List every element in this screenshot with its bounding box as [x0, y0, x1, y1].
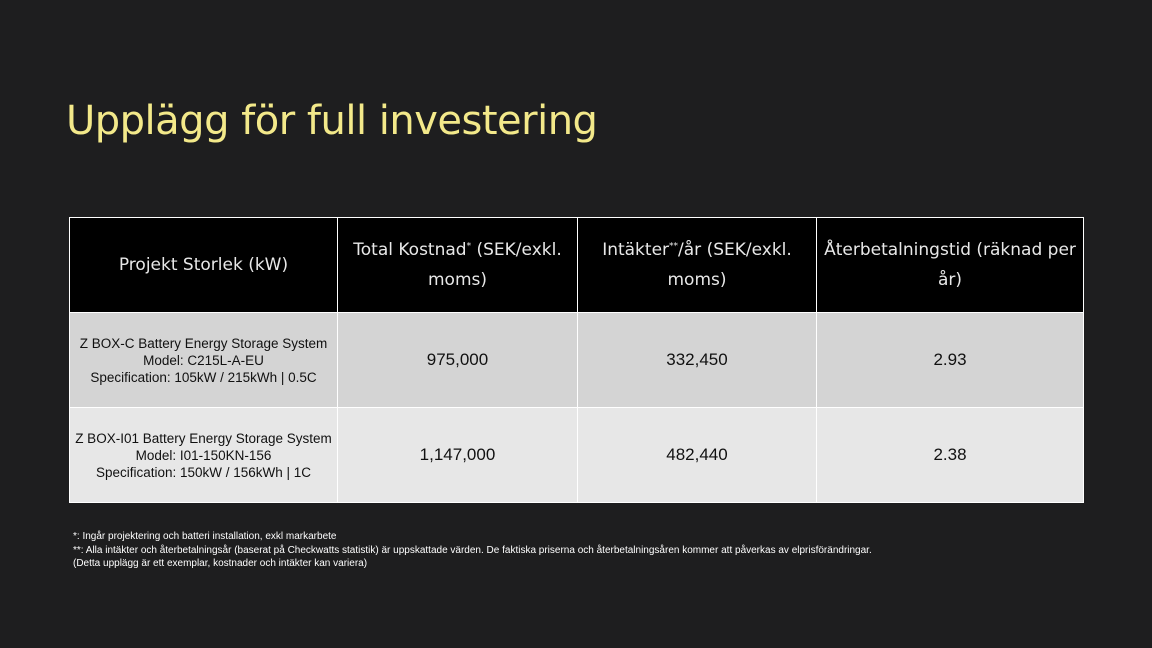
payback-cell: 2.38	[817, 408, 1084, 503]
table-header-row	[70, 218, 1084, 313]
header-project-size: Projekt Storlek (kW)	[70, 218, 338, 313]
footnote-mark: *	[466, 241, 472, 252]
header-total-cost: Total Kostnad* (SEK/exkl. moms)	[338, 218, 578, 313]
product-model: Model: I01-150KN-156	[135, 447, 272, 463]
payback-cell: 2.93	[817, 313, 1084, 408]
investment-table	[69, 217, 1084, 503]
product-cell	[70, 408, 338, 503]
slide-title: Upplägg för full investering	[66, 98, 598, 144]
footnote-1: *: Ingår projektering och batteri installation, exkl markarbete	[73, 531, 337, 542]
income-cell: 332,450	[578, 313, 817, 408]
footnote-2: **: Alla intäkter och återbetalningsår (baserat på Checkwatts statistik) är uppskattade värden. De faktiska priserna och återbetalningsåren kommer att påverkas av elprisförändringar.	[73, 544, 872, 556]
footnote-mark: **	[669, 241, 679, 252]
income-cell: 482,440	[578, 408, 817, 503]
table-row	[70, 408, 1084, 503]
cost-cell: 975,000	[338, 313, 578, 408]
header-income: Intäkter**/år (SEK/exkl. moms)	[578, 218, 817, 313]
product-spec: Specification: 150kW / 156kWh | 1C	[95, 464, 312, 480]
product-name: Z BOX-C Battery Energy Storage System	[79, 335, 328, 351]
product-spec: Specification: 105kW / 215kWh | 0.5C	[90, 369, 317, 385]
product-name: Z BOX-I01 Battery Energy Storage System	[75, 430, 332, 446]
product-cell	[70, 313, 338, 408]
header-payback-time: Återbetalningstid (räknad per år)	[817, 218, 1084, 313]
table-row	[70, 313, 1084, 408]
product-model: Model: C215L-A-EU	[143, 352, 264, 368]
footnotes	[73, 530, 872, 571]
cost-cell: 1,147,000	[338, 408, 578, 503]
footnote-3: (Detta upplägg är ett exemplar, kostnader och intäkter kan variera)	[73, 558, 368, 569]
